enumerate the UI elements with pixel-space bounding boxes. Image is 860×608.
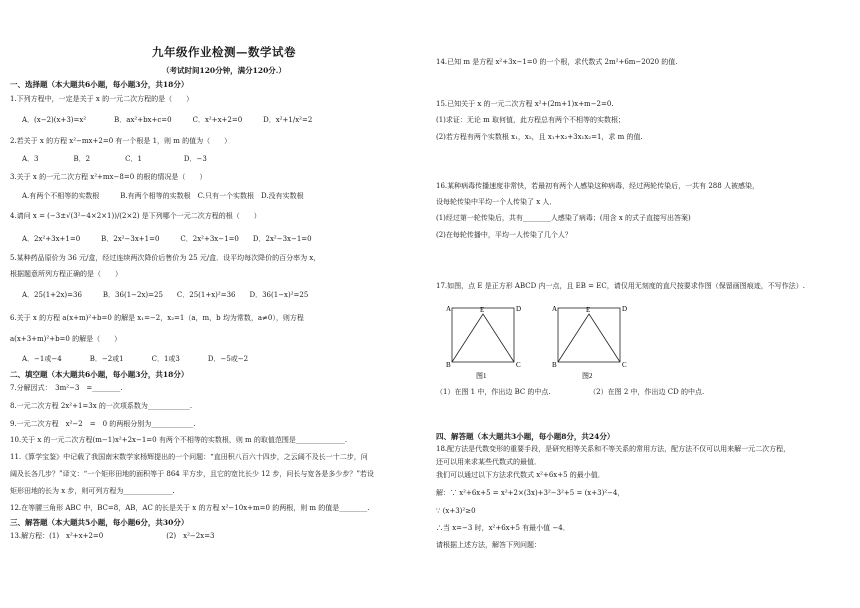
question-16: 16.某种病毒传播速度非常快，若最初有两个人感染这种病毒，经过两轮传染后，一共有 288 人被感染， bbox=[436, 182, 759, 190]
section-heading-choice: 一、选择题（本大题共6小题，每小题3分，共18分） bbox=[10, 80, 189, 89]
question-18-prompt: 请根据上述方法，解答下列问题： bbox=[436, 541, 541, 549]
question-4: 4.请问 x = (−3±√(3²−4×2×1))/(2×2) 是下列哪个一元二次方程的根（ ） bbox=[10, 212, 261, 220]
figure-1-square bbox=[452, 308, 514, 362]
question-15-part2: (2)若方程有两个实数根 x₁，x₂，且 x₁+x₂+3x₁x₂=1，求 m 的值. bbox=[436, 133, 643, 141]
figure-1-caption: 图1 bbox=[476, 372, 487, 380]
figure-2-square bbox=[558, 308, 620, 362]
question-18-step: ∵ (x+3)²≥0 bbox=[436, 507, 476, 515]
question-2: 2.若关于 x 的方程 x²−mx+2=0 有一个根是 1，则 m 的值为（ ） bbox=[10, 137, 232, 145]
question-3-options: A.有两个不相等的实数根 B.有两个相等的实数根 C.只有一个实数根 D.没有实数根 bbox=[22, 192, 304, 200]
question-6: 6.关于 x 的方程 a(x+m)²+b=0 的解是 x₁=−2，x₂=1（a，m，b 均为常数，a≠0），则方程 bbox=[10, 314, 304, 322]
question-6-options: A．−1或−4 B．−2或1 C．1或3 D．−5或−2 bbox=[22, 355, 249, 363]
question-12: 12.在等腰三角形 ABC 中，BC=8，AB，AC 的长是关于 x 的方程 x²−10x+m=0 的两根，则 m 的值是________. bbox=[10, 504, 370, 512]
figure-2-caption: 图2 bbox=[582, 372, 593, 380]
question-15: 15.已知关于 x 的一元二次方程 x²+(2m+1)x+m−2=0. bbox=[436, 100, 614, 108]
fig1-label-a: A bbox=[446, 305, 452, 313]
fig2-label-d: D bbox=[622, 305, 628, 313]
question-18: 18.配方法是代数变形的重要手段，是研究相等关系和不等关系的常用方法，配方法不仅可以用来解一元二次方程， bbox=[436, 445, 791, 453]
question-5: 5.某种药品原价为 36 元/盒，经过连续两次降价后售价为 25 元/盒．设平均每次降价的百分率为 x， bbox=[10, 254, 321, 262]
question-6-cont: a(x+3+m)²+b=0 的解是（ ） bbox=[10, 335, 122, 343]
question-17-figures bbox=[432, 298, 852, 382]
fig2-label-a: A bbox=[552, 305, 558, 313]
question-16-cont: 设每轮传染中平均一个人传染了 x 人． bbox=[436, 198, 557, 206]
question-11-cont2: 矩形田地的长为 x 步，则可列方程为______________. bbox=[10, 487, 175, 495]
section-heading-solve: 三、解答题（本大题共5小题，每小题6分，共30分） bbox=[10, 518, 189, 527]
fig2-label-c: C bbox=[622, 361, 627, 369]
question-5-options: A．25(1+2x)=36 B．36(1−2x)=25 C．25(1+x)²=36 D．36(1−x)²=25 bbox=[22, 291, 309, 299]
question-18-cont2: 我们可以通过以下方法求代数式 x²+6x+5 的最小值． bbox=[436, 471, 605, 479]
question-17-parts: （1）在图 1 中，作出边 BC 的中点. （2）在图 2 中，作出边 CD 的中点. bbox=[436, 388, 705, 396]
fig2-label-e: E bbox=[586, 306, 591, 314]
question-14: 14.已知 m 是方程 x²+3x−1=0 的一个根，求代数式 2m²+6m−2020 的值. bbox=[436, 58, 678, 66]
question-2-options: A．3 B．2 C．1 D．−3 bbox=[22, 155, 207, 163]
question-11-cont: 阔及长各几步？”译文：“一个矩形田地的面积等于 864 平方步，且它的宽比长少 12 步，问长与宽各是多少步？”若设 bbox=[10, 470, 374, 478]
question-16-part1: (1)经过第一轮传染后，共有________人感染了病毒；(用含 x 的式子直接写出答案) bbox=[436, 214, 691, 222]
fig1-label-b: B bbox=[446, 361, 451, 369]
question-13: 13.解方程：(1) x²+x+2=0 (2) x²−2x=3 bbox=[10, 532, 215, 540]
fig1-label-d: D bbox=[516, 305, 522, 313]
question-16-part2: (2)在每轮传播中，平均一人传染了几个人？ bbox=[436, 231, 572, 239]
question-5-cont: 根据题意所列方程正确的是（ ） bbox=[10, 270, 122, 278]
question-15-part1: (1)求证：无论 m 取何值，此方程总有两个不相等的实数根； bbox=[436, 116, 626, 124]
question-8: 8.一元二次方程 2x²+1=3x 的一次项系数为____________. bbox=[10, 402, 193, 410]
question-1-options: A．(x−2)(x+3)=x² B．ax²+bx+c=0 C．x²+x+2=0 D．x²+1/x²=2 bbox=[22, 116, 313, 124]
section-heading-solve-2: 四、解答题（本大题共3小题，每小题8分，共24分） bbox=[436, 432, 615, 441]
question-1: 1.下列方程中，一定是关于 x 的一元二次方程的是（ ） bbox=[10, 95, 194, 103]
fig1-label-c: C bbox=[516, 361, 521, 369]
page-title: 九年级作业检测—数学试卷 bbox=[152, 45, 296, 59]
question-11: 11.《算学宝鉴》中记载了我国南宋数学家杨辉提出的一个问题：“直田积八百六十四步，之云阔不及长一十二步，问 bbox=[10, 453, 368, 461]
question-3: 3.关于 x 的一元二次方程 x²+mx−8=0 的根的情况是（ ） bbox=[10, 173, 207, 181]
fig2-label-b: B bbox=[552, 361, 557, 369]
question-7: 7.分解因式： 3m²−3 =________. bbox=[10, 384, 123, 392]
question-10: 10.关于 x 的一元二次方程(m−1)x²+2x−1=0 有两个不相等的实数根，则 m 的取值范围是______________. bbox=[10, 436, 348, 444]
exam-info: （考试时间120分钟，满分120分.） bbox=[162, 66, 286, 75]
fig1-label-e: E bbox=[480, 306, 485, 314]
question-9: 9.一元二次方程 x²−2 = 0 的两根分别为____________. bbox=[10, 420, 196, 428]
question-18-solution: 解：∵ x²+6x+5 = x²+2×(3x)+3²−3²+5 = (x+3)²−4， bbox=[436, 489, 625, 497]
section-heading-fill: 二、填空题（本大题共6小题，每小题3分，共18分） bbox=[10, 370, 189, 379]
question-18-result: ∴当 x=−3 时，x²+6x+5 有最小值 −4． bbox=[436, 524, 570, 532]
question-4-options: A．2x²+3x+1=0 B．2x²−3x+1=0 C．2x²+3x−1=0 D．2x²−3x−1=0 bbox=[22, 235, 312, 243]
question-17: 17.如图，点 E 是正方形 ABCD 内一点，且 EB = EC，请仅用无刻度的直尺按要求作图（保留画图痕迹，不写作法）. bbox=[436, 282, 805, 290]
question-18-cont: 还可以用来求某些代数式的最值． bbox=[436, 458, 541, 466]
